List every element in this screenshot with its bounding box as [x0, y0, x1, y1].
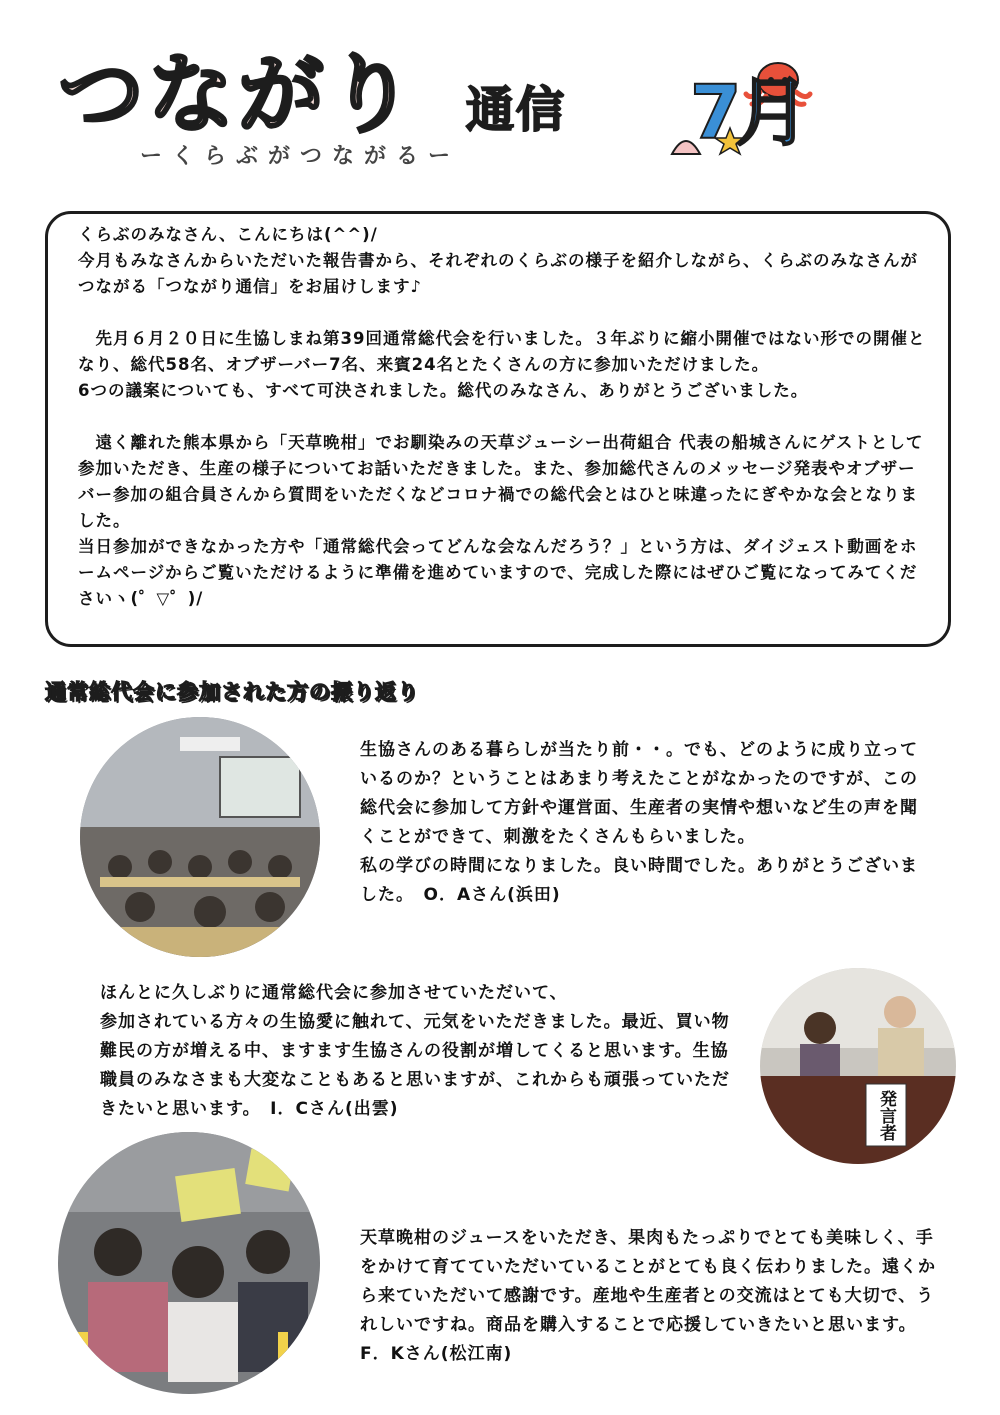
month-text: 7月: [690, 70, 804, 156]
assembly-hall-photo: [80, 717, 320, 957]
testimonial-2: [100, 979, 730, 1124]
testimonial-3: [360, 1224, 940, 1369]
month-badge: [668, 62, 828, 172]
speakers-photo: [760, 968, 956, 1164]
testimonial-text: 生協さんのある暮らしが当たり前・・。でも、どのように成り立っているのか？ということはあまり考えたことがなかったのですが、この総代会に参加して方針や運営面、生産者の実情や想いなど生の声を聞くことができて、刺激をたくさんもらいました。 私の学びの時間になりました。良い時間でした。ありがとうございました。 O．Aさん(浜田): [360, 740, 918, 905]
intro-text: [78, 222, 926, 612]
intro-paragraph-greeting: くらぶのみなさん、こんにちは(^^)/ 今月もみなさんからいただいた報告書から、それぞれのくらぶの様子を紹介しながら、くらぶのみなさんがつながる「つながり通信」をお届けします♪: [78, 225, 918, 296]
intro-paragraph-assembly: 先月６月２０日に生協しまね第39回通常総代会を行いました。３年ぶりに縮小開催ではない形での開催となり、総代58名、オブザーバー7名、来賓24名とたくさんの方に参加いただけました。 6つの議案についても、すべて可決されました。総代のみなさん、ありがとうございました。: [78, 329, 926, 400]
intro-paragraph-guest: 遠く離れた熊本県から「天草晩柑」でお馴染みの天草ジューシー出荷組合 代表の船城さんにゲストとして参加いただき、生産の様子についてお話いただきました。また、参加総代さんのメッセージ発表やオブザーバー参加の組合員さんから質問をいただくなどコロナ禍での総代会とはひと味違ったにぎやかな会となりました。 当日参加ができなかった方や「通常総代会ってどんな会なんだろう？」という方は、ダイジェスト動画をホームページからご覧いただけるように準備を進めていますので、完成した際にはぜひご覧になってみてくださいヽ(゜▽゜)/: [78, 433, 924, 608]
testimonial-text: 天草晩柑のジュースをいただき、果肉もたっぷりでとても美味しく、手をかけて育てていただいていることがとても良く伝わりました。遠くから来ていただいて感謝です。産地や生産者との交流はとても大切で、うれしいですね。商品を購入することで応援していきたいと思います。 F．Kさん(松江南): [360, 1228, 936, 1364]
testimonial-text: ほんとに久しぶりに通常総代会に参加させていただいて、 参加されている方々の生協愛に触れて、元気をいただきました。最近、買い物難民の方が増える中、ますます生協さんの役割が増してくると思います。生協職員のみなさまも大変なこともあると思いますが、これからも頑張っていただきたいと思います。 I．Cさん(出雲): [100, 983, 730, 1119]
section-heading: 通常総代会に参加された方の振り返り: [45, 680, 419, 704]
newsletter-title-sub: 通信: [466, 82, 567, 138]
testimonial-1: [360, 736, 930, 910]
newsletter-tagline: ーくらぶがつながるー: [140, 144, 461, 169]
speaker-sign: 発言者: [876, 1089, 896, 1141]
newsletter-title: つながり: [58, 45, 418, 145]
voting-photo: [58, 1132, 320, 1394]
